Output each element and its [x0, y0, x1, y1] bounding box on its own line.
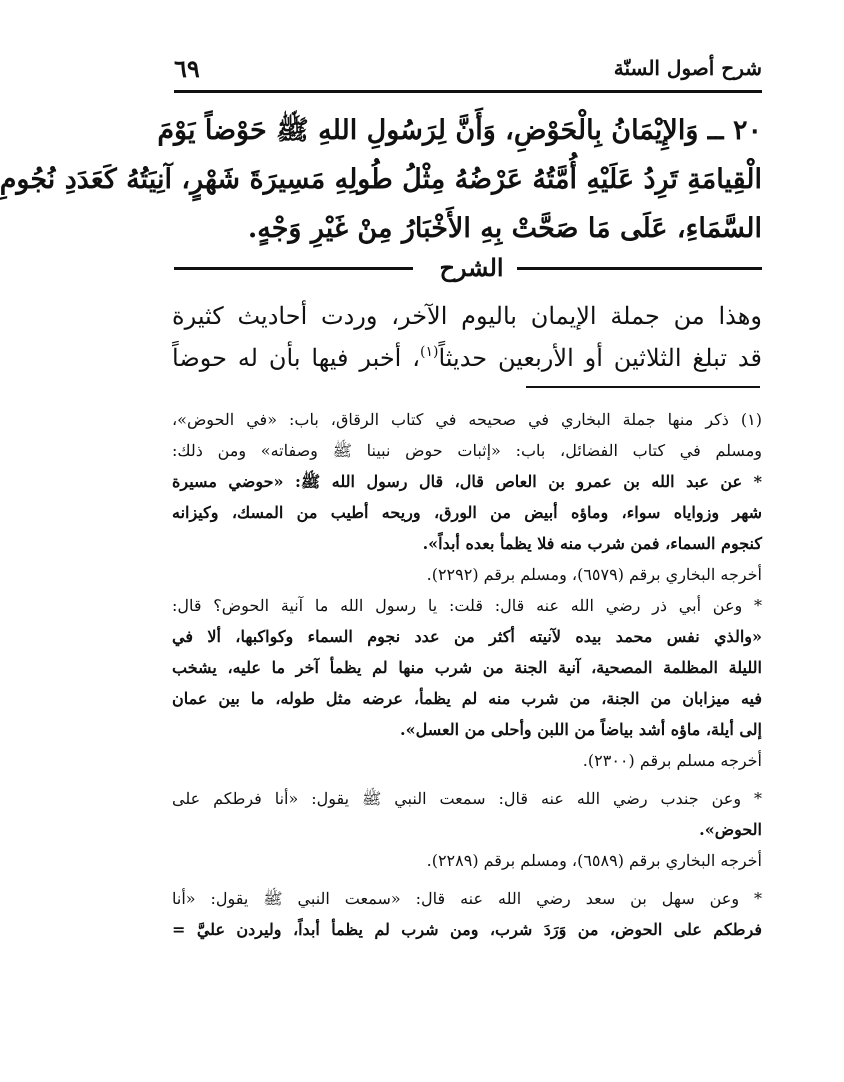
footnote-spacer: [172, 776, 762, 783]
footnote-line: فرطكم على الحوض، من وَرَدَ شرب، ومن شرب لم يظمأ أبداً، وليردن عليَّ =: [172, 920, 763, 939]
footnote-line: الحوض».: [699, 820, 762, 839]
section-divider: [174, 252, 762, 286]
footnote-line: * عن عبد الله بن عمرو بن العاص قال، قال رسول الله ﷺ: «حوضي مسيرة: [172, 472, 762, 491]
divider-line: [174, 267, 413, 270]
footnote-line: (١) ذكر منها جملة البخاري في صحيحه في كتاب الرقاق، باب: «في الحوض»،: [172, 410, 762, 429]
main-text-line: ٢٠ ــ وَالإِيْمَانُ بِالْحَوْضِ، وَأَنَّ لِرَسُولِ اللهِ ﷺ حَوْضاً يَوْمَ: [157, 115, 762, 146]
footnote-line: * وعن سهل بن سعد رضي الله عنه قال: «سمعت النبي ﷺ يقول: «أنا: [172, 889, 762, 908]
footnote-reference: (١): [420, 344, 439, 360]
divider-line: [517, 267, 762, 270]
section-heading: الشرح: [439, 253, 504, 282]
footnote-line: * وعن أبي ذر رضي الله عنه قال: قلت: يا رسول الله ما آنية الحوض؟ قال:: [172, 596, 762, 615]
commentary-segment: ، أخبر فيها بأن له حوضاً: [172, 344, 420, 372]
running-header: [174, 56, 762, 90]
main-text-line: السَّمَاءِ، عَلَى مَا صَحَّتْ بِهِ الأَخْبَارُ مِنْ غَيْرِ وَجْهٍ.: [247, 213, 762, 244]
footnote-line: أخرجه مسلم برقم (٢٣٠٠).: [582, 751, 762, 770]
page-number: ٦٩: [174, 54, 200, 83]
footnotes: [172, 404, 762, 945]
commentary-line: وهذا من جملة الإيمان باليوم الآخر، وردت أحاديث كثيرة: [172, 302, 762, 330]
commentary-line: [172, 337, 762, 379]
footnote-line: أخرجه البخاري برقم (٦٥٨٩)، ومسلم برقم (٢٢٨٩).: [426, 851, 762, 870]
header-rule: [174, 90, 762, 93]
footnote-line: كنجوم السماء، فمن شرب منه فلا يظمأ بعده أبداً».: [422, 534, 762, 553]
footnote-line: * وعن جندب رضي الله عنه قال: سمعت النبي ﷺ يقول: «أنا فرطكم على: [172, 789, 763, 808]
main-text-line: الْقِيامَةِ تَرِدُ عَلَيْهِ أُمَّتُهُ عَرْضُهُ مِثْلُ طُولِهِ مَسِيرَةَ شَهْرٍ، آنِيَتُهُ كَعَدَدِ نُجُومِ: [0, 164, 762, 195]
footnote-separator: [526, 386, 760, 388]
header-title: شرح أصول السنّة: [613, 56, 762, 80]
commentary-text: [172, 295, 762, 379]
footnote-spacer: [172, 876, 762, 883]
footnote-line: «والذي نفس محمد بيده لآنيته أكثر من عدد نجوم السماء وكواكبها، ألا في: [172, 627, 762, 646]
footnote-line: شهر وزواياه سواء، وماؤه أبيض من الورق، وريحه أطيب من المسك، وكيزانه: [172, 503, 762, 522]
footnote-line: أخرجه البخاري برقم (٦٥٧٩)، ومسلم برقم (٢٢٩٢).: [426, 565, 762, 584]
main-text-passage: [0, 106, 762, 253]
commentary-segment: قد تبلغ الثلاثين أو الأربعين حديثاً: [438, 344, 762, 372]
footnote-line: ومسلم في كتاب الفضائل، باب: «إثبات حوض نبينا ﷺ وصفاته» ومن ذلك:: [172, 441, 762, 460]
footnote-line: الليلة المظلمة المصحية، آنية الجنة من شرب منها لم يظمأ آخر ما عليه، يشخب: [172, 658, 762, 677]
footnote-line: فيه ميزابان من الجنة، من شرب منه لم يظمأ، عرضه مثل طوله، ما بين عمان: [172, 689, 762, 708]
footnote-line: إلى أيلة، ماؤه أشد بياضاً من اللبن وأحلى من العسل».: [400, 720, 762, 739]
